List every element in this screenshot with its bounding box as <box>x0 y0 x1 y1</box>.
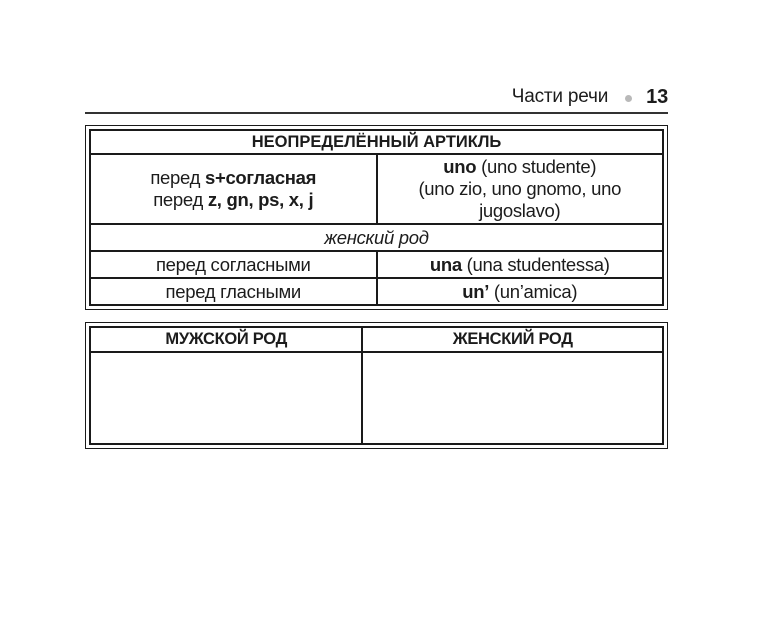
masculine-header-cell: МУЖСКОЙ РОД <box>90 327 362 352</box>
vowel-condition-cell: перед гласными <box>90 278 377 305</box>
un-apostrophe-example-cell: un’ (un’amica) <box>377 278 664 305</box>
table-row <box>90 224 663 251</box>
indefinite-article-table <box>89 129 664 306</box>
feminine-examples-cell <box>362 352 663 444</box>
section-title: Части речи <box>511 86 609 107</box>
running-head <box>85 87 668 107</box>
indefinite-article-table-frame <box>85 125 668 310</box>
page-number: 13 <box>646 85 668 108</box>
uno-examples-cell: uno (uno studente) (uno zio, uno gnomo, uno jugoslavo) <box>377 154 664 224</box>
table-row <box>90 130 663 154</box>
header-rule <box>85 112 668 114</box>
table-row <box>90 251 663 278</box>
gender-articles-table-frame <box>85 322 668 449</box>
consonant-condition-cell: перед согласными <box>90 251 377 278</box>
page-content <box>85 0 668 449</box>
condition-s-cell: перед s+согласная перед z, gn, ps, x, j <box>90 154 377 224</box>
una-example-cell: una (una studentessa) <box>377 251 664 278</box>
gender-articles-table <box>89 326 664 445</box>
table-title-cell: НЕОПРЕДЕЛЁННЫЙ АРТИКЛЬ <box>90 130 663 154</box>
feminine-header-cell: ЖЕНСКИЙ РОД <box>362 327 663 352</box>
table-row <box>90 352 663 444</box>
feminine-subheader-cell: женский род <box>90 224 663 251</box>
masculine-examples-cell <box>90 352 362 444</box>
table-row <box>90 154 663 224</box>
table-row <box>90 327 663 352</box>
table-row <box>90 278 663 305</box>
bullet-icon <box>625 95 632 102</box>
